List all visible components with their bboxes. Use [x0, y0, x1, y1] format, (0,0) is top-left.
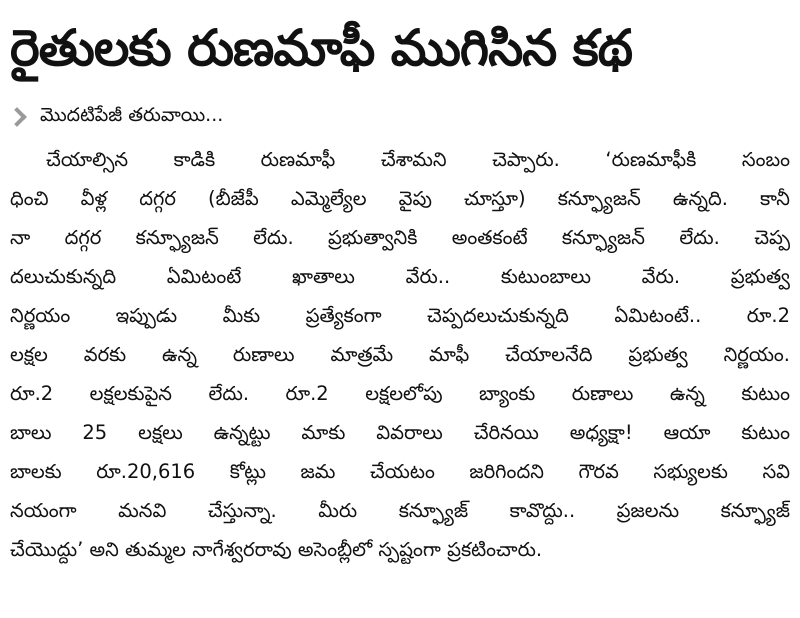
article-body: [10, 140, 790, 569]
body-line: చేయాల్సిన కాడికి రుణమాఫీ చేశామని చెప్పారు. ‘రుణమాఫీకి సంబం: [46, 148, 790, 171]
continuation-marker: [8, 100, 223, 134]
body-line: లక్షల వరకు ఉన్న రుణాలు మాత్రమే మాఫీ చేయాలనేది ప్రభుత్వ నిర్ణయం.: [10, 343, 790, 366]
headline: రైతులకు రుణమాఫీ ముగిసిన కథ: [10, 19, 633, 77]
body-line: బాలకు రూ.20,616 కోట్లు జమ చేయటం జరిగిందని గౌరవ సభ్యులకు సవి: [10, 460, 790, 483]
body-line: చేయొద్దు’ అని తుమ్మల నాగేశ్వరరావు అసెంబ్లీలో స్పష్టంగా ప్రకటించారు.: [10, 538, 543, 561]
body-line: నా దగ్గర కన్ఫ్యూజన్ లేదు. ప్రభుత్వానికి అంతకంటే కన్ఫ్యూజన్ లేదు. చెప్ప: [10, 226, 790, 249]
body-line: రూ.2 లక్షలకుపైన లేదు. రూ.2 లక్షలలోపు బ్యాంకు రుణాలు ఉన్న కుటుం: [10, 382, 790, 405]
body-line: నయంగా మనవి చేస్తున్నా. మీరు కన్ఫ్యూజ్ కావొద్దు.. ప్రజలను కన్ఫ్యూజ్: [10, 499, 790, 522]
body-line: బాలు 25 లక్షలు ఉన్నట్టు మాకు వివరాలు చేరినయి అధ్యక్షా! ఆయా కుటుం: [10, 421, 790, 444]
chevron-right-icon: [7, 107, 27, 127]
body-line: నిర్ణయం ఇప్పుడు మీకు ప్రత్యేకంగా చెప్పదలుచుకున్నది ఏమిటంటే.. రూ.2: [10, 304, 790, 327]
body-line: దలుచుకున్నది ఏమిటంటే ఖాతాలు వేరు.. కుటుంబాలు వేరు. ప్రభుత్వ: [10, 265, 790, 288]
continuation-label: మొదటిపేజీ తరువాయి...: [40, 103, 224, 126]
body-line: ధించి వీళ్ల దగ్గర (బీజేపీ ఎమ్మెల్యేల వైపు చూస్తూ) కన్ఫ్యూజన్ ఉన్నది. కానీ: [10, 187, 790, 210]
